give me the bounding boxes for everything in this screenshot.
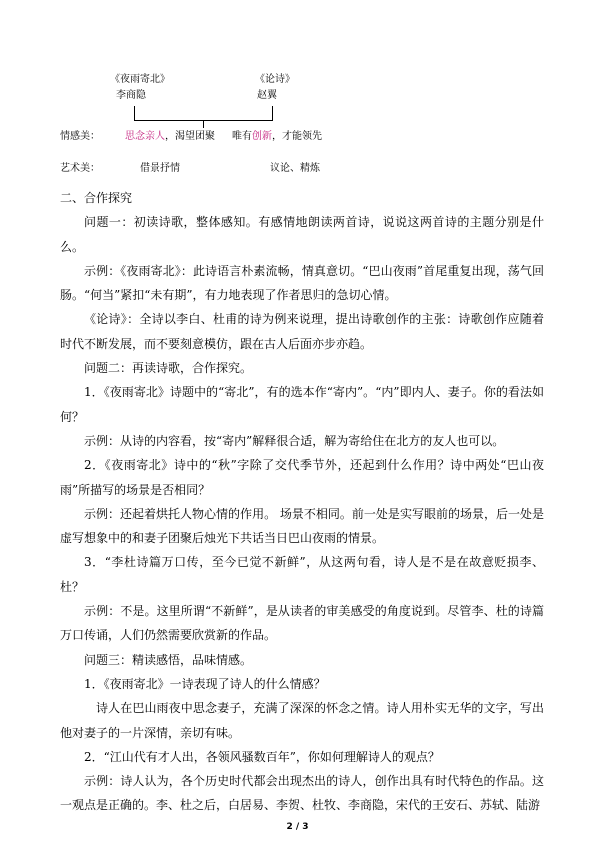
emotion-label: 情感美：	[60, 131, 100, 142]
connector-line	[134, 106, 135, 120]
art1: 借景抒情	[140, 163, 180, 174]
emotion2-post: ，才能领先	[272, 131, 322, 142]
answer-paragraph: 诗人在巴山雨夜中思念妻子，充满了深深的怀念之情。诗人用朴实无华的文字，写出他对妻子的一片深情，亲切有味。	[60, 701, 544, 740]
sub-question: 2．《夜雨寄北》诗中的“秋”字除了交代季节外，还起到什么作用？诗中两处“巴山夜雨”所描写的场景是否相同？	[60, 458, 544, 497]
poem1-title: 《夜雨寄北》	[110, 74, 170, 85]
example-paragraph: 示例：还起着烘托人物心情的作用。 场景不相同。前一处是实写眼前的场景，后一处是虚写想象中的和妻子团聚后烛光下共话当日巴山夜雨的情景。	[60, 506, 544, 546]
art-label: 艺术美：	[60, 163, 100, 174]
question-1: 问题一：初读诗歌，整体感知。有感情地朗读两首诗，说说这两首诗的主题分别是什么。	[60, 215, 544, 254]
sub-question: 3．“李杜诗篇万口传，至今已觉不新鲜”，从这两句看，诗人是不是在故意贬损李、杜？	[60, 555, 544, 594]
sub-question: 1．《夜雨寄北》一诗表现了诗人的什么情感？	[84, 676, 326, 691]
poem2-author: 赵翼	[257, 90, 277, 101]
question-3: 问题三：精读感悟，品味情感。	[84, 652, 253, 667]
page-number: 2 / 3	[286, 822, 309, 832]
emotion2	[232, 131, 322, 143]
emotion2-pre: 唯有	[232, 131, 252, 142]
sub-question: 1．《夜雨寄北》诗题中的“寄北”，有的选本作“寄内”。“内”即内人、妻子。你的看法如何？	[60, 385, 544, 424]
poem-comparison-diagram	[60, 70, 380, 180]
example-paragraph: 示例：从诗的内容看，按“寄内”解释很合适，解为寄给住在北方的友人也可以。	[84, 433, 505, 448]
emotion1-highlight: 思念亲人	[125, 131, 165, 142]
poem1-author: 李商隐	[116, 90, 146, 101]
connector-line	[203, 120, 204, 128]
emotion2-highlight: 创新	[252, 131, 272, 142]
sub-question: 2．“江山代有才人出，各领风骚数百年”，你如何理解诗人的观点？	[84, 749, 440, 764]
poem2-title: 《论诗》	[255, 74, 295, 85]
question-2: 问题二：再读诗歌，合作探究。	[84, 361, 253, 376]
example-paragraph: 《论诗》：全诗以李白、杜甫的诗为例来说理，提出诗歌创作的主张：诗歌创作应随着时代不断发展，而不要刻意模仿，跟在古人后面亦步亦趋。	[60, 312, 544, 351]
connector-line	[272, 106, 273, 120]
main-content	[60, 186, 544, 818]
example-paragraph: 示例：《夜雨寄北》：此诗语言朴素流畅，情真意切。“巴山夜雨”首尾重复出现，荡气回肠。“何当”紧扣“未有期”，有力地表现了作者思归的急切心情。	[60, 263, 544, 303]
art2: 议论、精炼	[270, 163, 320, 174]
section-title: 二、合作探究	[60, 191, 133, 205]
example-paragraph: 示例：诗人认为，各个历史时代都会出现杰出的诗人，创作出具有时代特色的作品。这一观点是正确的。李、杜之后，白居易、李贺、杜牧、李商隐，宋代的王安石、苏轼、陆游	[60, 774, 544, 813]
emotion1	[125, 131, 215, 143]
example-paragraph: 示例：不是。这里所谓“不新鲜”，是从读者的审美感受的角度说到。尽管李、杜的诗篇万口传诵，人们仍然需要欣赏新的作品。	[60, 604, 544, 643]
emotion1-rest: ，渴望团聚	[165, 131, 215, 142]
